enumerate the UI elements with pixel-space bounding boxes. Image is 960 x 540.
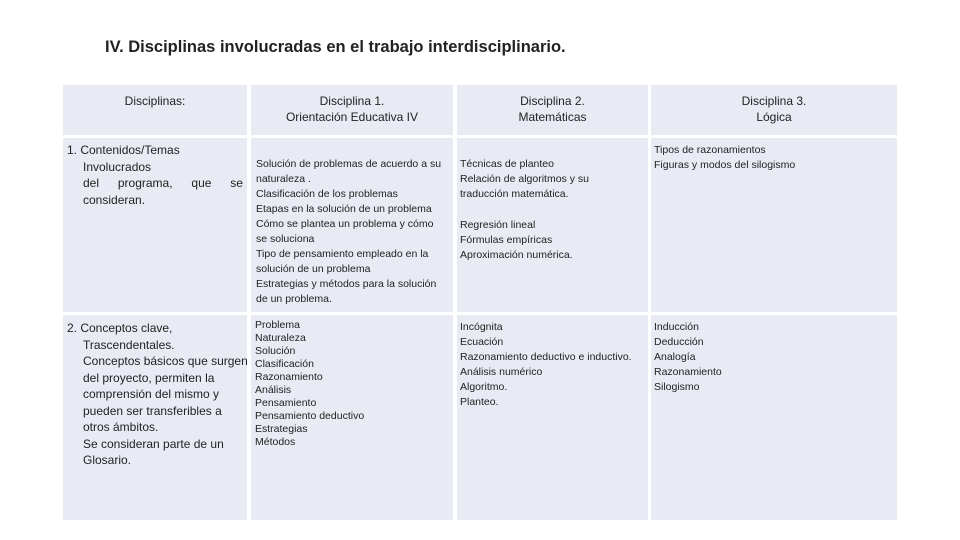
row2-label-line: del proyecto, permiten la bbox=[83, 370, 215, 385]
row1-d2-line: Aproximación numérica. bbox=[460, 249, 573, 261]
row1-d2-line: Regresión lineal bbox=[460, 219, 536, 231]
row2-d2-line: Planteo. bbox=[460, 396, 499, 408]
row1-disciplina-3-cell bbox=[651, 138, 897, 312]
header-disciplina-3-number: Disciplina 3. bbox=[741, 94, 807, 108]
row2-d2-line: Análisis numérico bbox=[460, 366, 543, 378]
row1-d2-line: Técnicas de planteo bbox=[460, 158, 554, 170]
row2-d1-line: Estrategias bbox=[255, 423, 308, 435]
row1-d1-line: Tipo de pensamiento empleado en la bbox=[256, 248, 429, 260]
row2-label-cell bbox=[63, 315, 247, 520]
row1-d1-line: de un problema. bbox=[256, 293, 332, 305]
row1-d1-line: Etapas en la solución de un problema bbox=[256, 203, 432, 215]
row1-label-word: del bbox=[83, 176, 100, 190]
header-disciplinas-cell bbox=[63, 85, 247, 135]
row2-d3-line: Razonamiento bbox=[654, 366, 722, 378]
row2-disciplina-3-cell bbox=[651, 315, 897, 520]
row2-disciplina-1-cell bbox=[251, 315, 453, 520]
row1-label-line: Involucrados bbox=[83, 159, 152, 174]
row2-label-line: comprensión del mismo y bbox=[83, 387, 220, 401]
header-disciplina-1-name: Orientación Educativa IV bbox=[285, 110, 419, 124]
header-disciplina-3-name: Lógica bbox=[756, 110, 792, 124]
row2-d2-line: Razonamiento deductivo e inductivo. bbox=[460, 351, 632, 363]
row2-label-line: Se consideran parte de un bbox=[83, 436, 224, 451]
row2-label-line: Conceptos básicos que surgen bbox=[83, 354, 248, 368]
row1-d3-line: Tipos de razonamientos bbox=[654, 144, 766, 156]
row2-d1-line: Solución bbox=[255, 345, 296, 357]
row1-label-line: consideran. bbox=[83, 192, 146, 207]
row2-d2-line: Ecuación bbox=[460, 336, 504, 348]
header-disciplina-2-cell bbox=[457, 85, 648, 135]
row2-label-line: Trascendentales. bbox=[83, 337, 175, 352]
header-disciplina-2-number: Disciplina 2. bbox=[520, 94, 585, 108]
header-disciplina-1-number: Disciplina 1. bbox=[319, 94, 385, 108]
row2-d2-line: Algoritmo. bbox=[460, 381, 508, 393]
row1-d1-line: Clasificación de los problemas bbox=[256, 188, 398, 200]
row1-d1-line: se soluciona bbox=[256, 233, 315, 245]
row2-d1-line: Pensamiento deductivo bbox=[255, 410, 365, 422]
row2-d1-line: Naturaleza bbox=[255, 332, 306, 344]
row2-d1-line: Clasificación bbox=[255, 358, 314, 370]
row1-label-word: se bbox=[230, 176, 243, 190]
row2-d1-line: Métodos bbox=[255, 436, 296, 448]
row2-d1-line: Pensamiento bbox=[255, 397, 317, 409]
page-title: IV. Disciplinas involucradas en el trabajo interdisciplinario. bbox=[105, 38, 566, 56]
row2-d1-line: Problema bbox=[255, 319, 300, 331]
header-disciplina-2-name: Matemáticas bbox=[518, 110, 587, 124]
row2-disciplina-2-cell bbox=[457, 315, 648, 520]
row2-label-line: pueden ser transferibles a bbox=[83, 403, 222, 418]
row1-d2-line: Fórmulas empíricas bbox=[460, 234, 553, 246]
header-disciplina-1-cell bbox=[251, 85, 453, 135]
row1-d1-line: Cómo se plantea un problema y cómo bbox=[256, 218, 434, 230]
row2-label-line: otros ámbitos. bbox=[83, 420, 159, 434]
row2-d2-line: Incógnita bbox=[460, 321, 503, 333]
row1-d1-line: solución de un problema bbox=[256, 263, 371, 275]
header-disciplina-3-cell bbox=[651, 85, 897, 135]
row1-label-line: 1. Contenidos/Temas bbox=[67, 143, 180, 157]
row2-d3-line: Analogía bbox=[654, 351, 696, 363]
row2-label-line: Glosario. bbox=[83, 453, 132, 467]
row2-label-line: 2. Conceptos clave, bbox=[67, 321, 173, 335]
row1-label-cell bbox=[63, 138, 247, 312]
row1-disciplina-2-cell bbox=[457, 138, 648, 312]
row2-d3-line: Inducción bbox=[654, 321, 699, 333]
row1-label-justified-line bbox=[67, 175, 243, 192]
row2-d1-line: Análisis bbox=[255, 384, 292, 396]
row1-d3-line: Figuras y modos del silogismo bbox=[654, 159, 796, 171]
row2-d3-line: Silogismo bbox=[654, 381, 700, 393]
row1-d2-line: traducción matemática. bbox=[460, 188, 569, 200]
row2-d1-line: Razonamiento bbox=[255, 371, 323, 383]
row1-label-word: programa, bbox=[117, 176, 173, 190]
row2-d3-line: Deducción bbox=[654, 336, 704, 348]
header-disciplinas-label: Disciplinas: bbox=[124, 94, 186, 108]
row1-disciplina-1-cell bbox=[251, 138, 453, 312]
row1-label-word: que bbox=[191, 176, 212, 190]
row1-d1-line: Solución de problemas de acuerdo a su bbox=[256, 158, 442, 170]
row1-d2-line: Relación de algoritmos y su bbox=[460, 173, 589, 185]
row1-d1-line: naturaleza . bbox=[256, 173, 311, 185]
row1-d1-line: Estrategias y métodos para la solución bbox=[256, 278, 437, 290]
